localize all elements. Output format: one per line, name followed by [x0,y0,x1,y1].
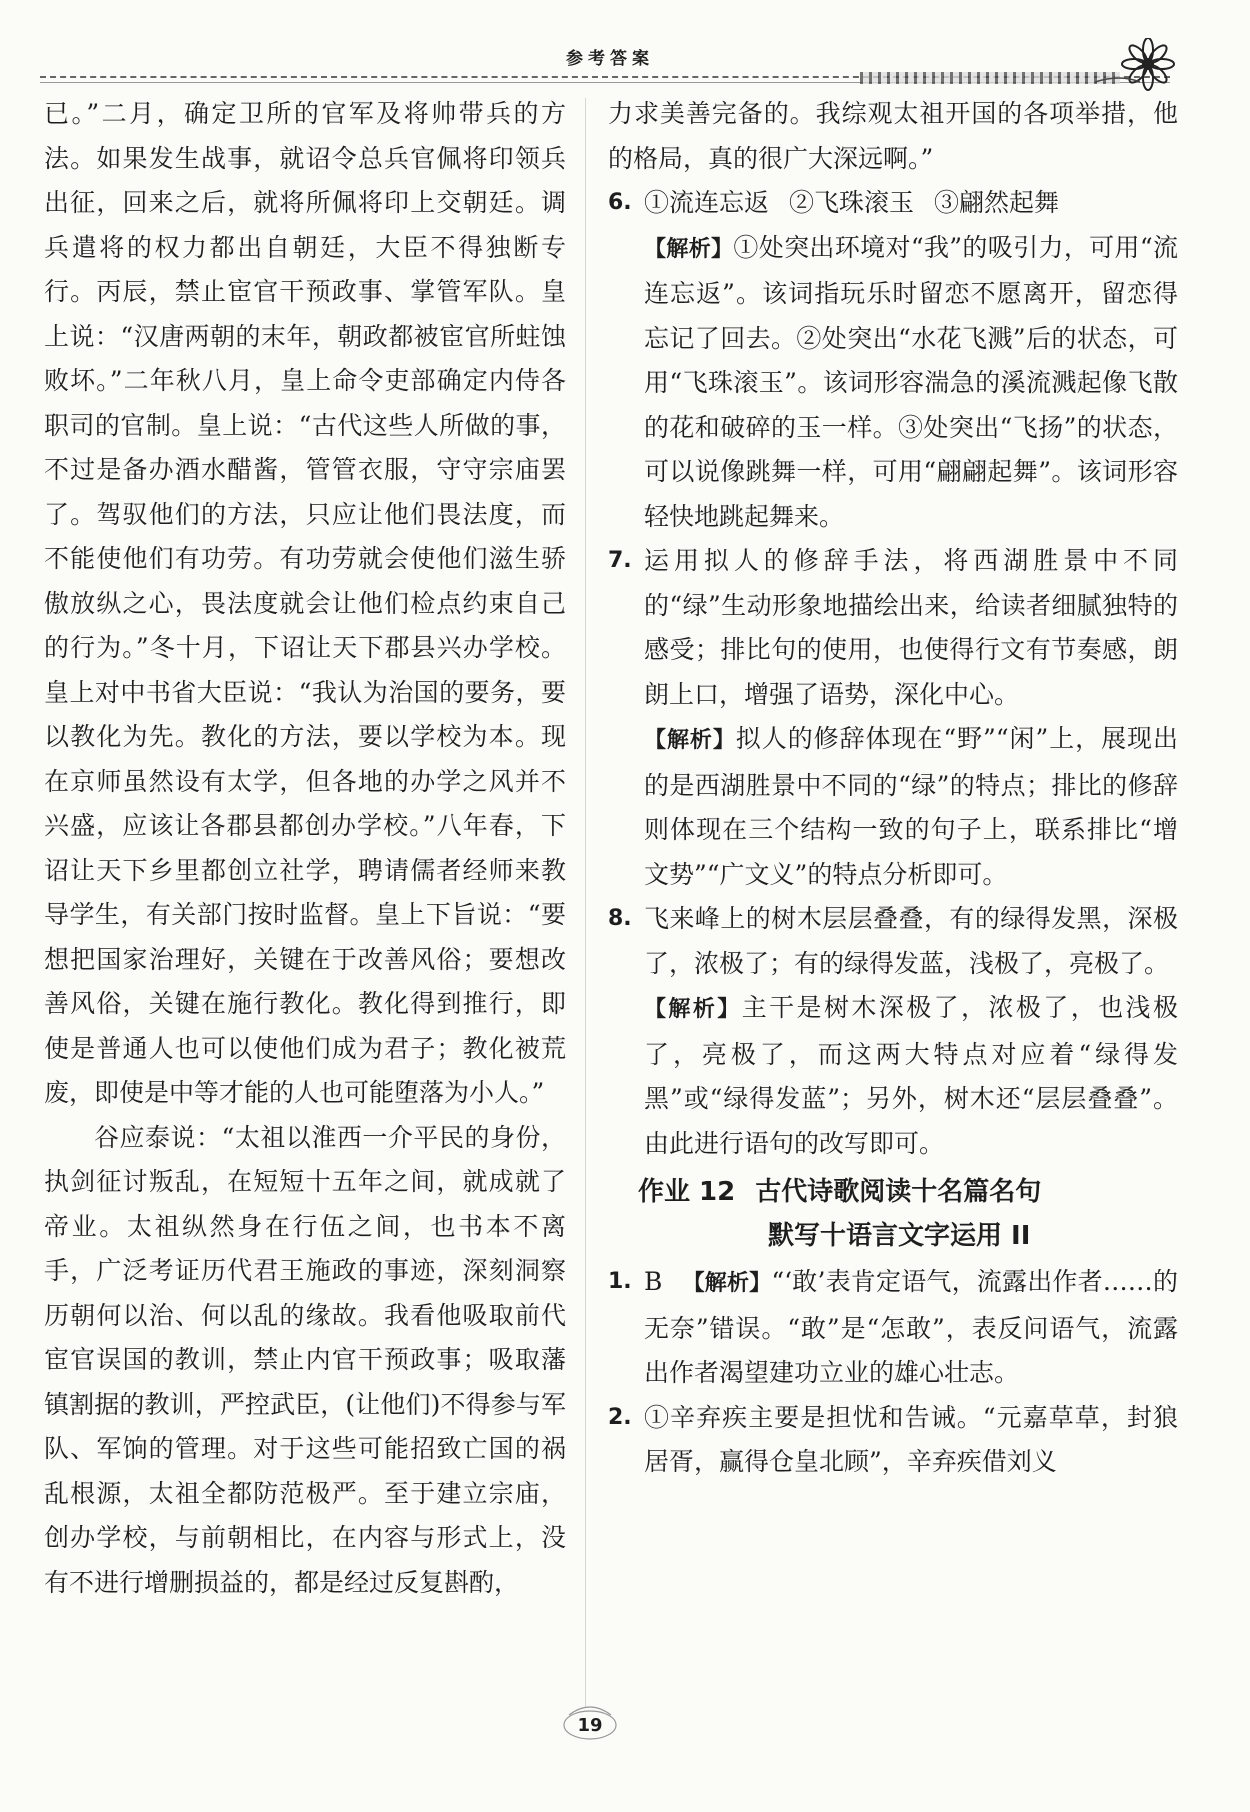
answer-choice: B [644,1267,663,1296]
analysis-tag: 【解析】 [644,728,736,753]
section-title-line2: 默写十语言文字运用 II [768,1221,1031,1251]
left-column [44,92,566,1605]
analysis-text: “‘敢’表肯定语气，流露出作者……的无奈”错误。“敢”是“怎敢”，表反问语气，流露出作者渴望建功立业的雄心壮志。 [644,1267,1178,1387]
answer-item-2 [608,1396,1178,1485]
page-header [40,38,1210,98]
analysis-7 [608,717,1178,897]
header-stripe-decoration [860,72,1120,84]
answer-item-1 [608,1260,1178,1396]
section-label: 作业 12 [638,1177,736,1207]
translation-paragraph: 已。”二月，确定卫所的官军及将帅带兵的方法。如果发生战事，就诏令总兵官佩将印领兵出征，回来之后，就将所佩将印上交朝廷。调兵遣将的权力都出自朝廷，大臣不得独断专行。丙辰，禁止宦官干预政事、掌管军队。皇上说：“汉唐两朝的末年，朝政都被宦官所蛀蚀败坏。”二年秋八月，皇上命令吏部确定内侍各职司的官制。皇上说：“古代这些人所做的事，不过是备办酒水醋酱，管管衣服，守守宗庙罢了。驾驭他们的方法，只应让他们畏法度，而不能使他们有功劳。有功劳就会使他们滋生骄傲放纵之心，畏法度就会让他们检点约束自己的行为。”冬十月，下诏让天下郡县兴办学校。皇上对中书省大臣说：“我认为治国的要务，要以教化为先。教化的方法，要以学校为本。现在京师虽然设有太学，但各地的办学之风并不兴盛，应该让各郡县都创办学校。”八年春，下诏让天下乡里都创立社学，聘请儒者经师来教导学生，有关部门按时监督。皇上下旨说：“要想把国家治理好，关键在于改善风俗；要想改善风俗，关键在施行教化。教化得到推行，即使是普通人也可以使他们成为君子；教化被荒废，即使是中等才能的人也可能堕落为小人。” [44,99,566,1107]
item-number: 7. [608,548,632,573]
analysis-tag: 【解析】 [644,997,742,1022]
item-number: 8. [608,906,632,931]
translation-paragraph: 谷应泰说：“太祖以淮西一介平民的身份，执剑征讨叛乱，在短短十五年之间，就成就了帝业。太祖纵然身在行伍之间，也书本不离手，广泛考证历代君王施政的事迹，深刻洞察历朝何以治、何以乱的缘故。我看他吸取前代宦官误国的教训，禁止内官干预政事；吸取藩镇割据的教训，严控武臣，(让他们)不得参与军队、军饷的管理。对于这些可能招致亡国的祸乱根源，太祖全都防范极严。至于建立宗庙，创办学校，与前朝相比，在内容与形式上，没有不进行增删损益的，都是经过反复斟酌， [44,1122,566,1597]
section-heading [638,1170,1178,1214]
flower-icon [1090,38,1190,96]
item-number: 2. [608,1404,632,1430]
answer-blank-2: ②飞珠滚玉 [789,188,915,217]
answer-item-7 [608,539,1178,717]
analysis-6 [608,226,1178,540]
answer-text: 运用拟人的修辞手法，将西湖胜景中不同的“绿”生动形象地描绘出来，给读者细腻独特的感受；排比句的使用，也使得行文有节奏感，朗朗上口，增强了语势，深化中心。 [644,546,1178,709]
section-title-line1: 古代诗歌阅读十名篇名句 [755,1177,1042,1207]
header-title: 参考答案 [566,49,654,69]
analysis-text: 拟人的修辞体现在“野”“闲”上，展现出的是西湖胜景中不同的“绿”的特点；排比的修辞则体现在三个结构一致的句子上，联系排比“增文势”“广文义”的特点分析即可。 [644,724,1178,889]
column-divider [585,98,586,1708]
answer-blank-3: ③翩然起舞 [934,188,1060,217]
answer-item-6 [608,181,1178,226]
right-column [608,92,1178,1485]
answer-text: ①辛弃疾主要是担忧和告诫。“元嘉草草，封狼居胥，赢得仓皇北顾”，辛弃疾借刘义 [644,1402,1178,1476]
item-number: 1. [608,1269,632,1294]
answer-text: 飞来峰上的树木层层叠叠，有的绿得发黑，深极了，浓极了；有的绿得发蓝，浅极了，亮极了。 [644,904,1178,978]
analysis-text: 主干是树木深极了，浓极了，也浅极了，亮极了，而这两大特点对应着“绿得发黑”或“绿得发蓝”；另外，树木还“层层叠叠”。由此进行语句的改写即可。 [644,993,1178,1158]
page-number: 19 [577,1715,603,1736]
translation-continuation: 力求美善完备的。我综观太祖开国的各项举措，他的格局，真的很广大深远啊。” [608,99,1178,173]
item-number: 6. [608,190,632,215]
analysis-8 [608,986,1178,1166]
analysis-text: ①处突出环境对“我”的吸引力，可用“流连忘返”。该词指玩乐时留恋不愿离开，留恋得忘记了回去。②处突出“水花飞溅”后的状态，可用“飞珠滚玉”。该词形容湍急的溪流溅起像飞散的花和破碎的玉一样。③处突出“飞扬”的状态，可以说像跳舞一样，可用“翩翩起舞”。该词形容轻快地跳起舞来。 [644,232,1178,531]
analysis-tag: 【解析】 [682,1271,772,1296]
answer-blank-1: ①流连忘返 [644,188,770,217]
answer-item-8 [608,897,1178,986]
analysis-tag: 【解析】 [644,236,734,262]
